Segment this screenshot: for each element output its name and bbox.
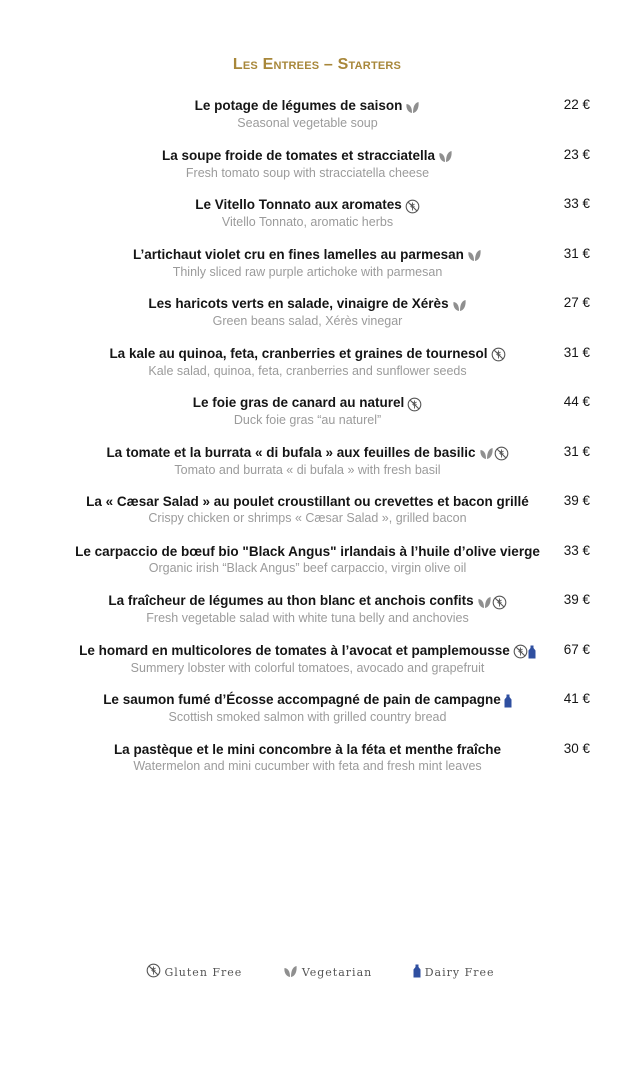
dish-description <box>70 344 545 379</box>
dish-name <box>70 146 545 166</box>
legend-dairy-free-label: Dairy Free <box>424 966 495 979</box>
dish-translation: Summery lobster with colorful tomatoes, avocado and grapefruit <box>130 660 485 675</box>
dish-translation: Seasonal vegetable soup <box>237 116 378 130</box>
dish-name-text: Les haricots verts en salade, vinaigre de Xérès <box>148 296 449 311</box>
dairy-free-icon <box>413 964 421 978</box>
dish-price: 33 € <box>563 542 590 558</box>
menu-item <box>0 641 640 691</box>
dish-description <box>70 294 545 329</box>
menu-item <box>0 542 640 592</box>
menu-item <box>0 690 640 740</box>
gluten-free-icon <box>491 347 506 362</box>
menu-item <box>0 492 640 542</box>
dish-description <box>70 96 545 131</box>
dish-translation: Organic irish “Black Angus” beef carpaccio, virgin olive oil <box>148 560 467 575</box>
dish-name <box>70 443 545 463</box>
dish-name-text: Le homard en multicolores de tomates à l’avocat et pamplemousse <box>79 642 510 658</box>
dish-name <box>70 740 545 759</box>
dish-name-text: La tomate et la burrata « di bufala » aux feuilles de basilic <box>106 444 476 460</box>
menu-item <box>0 96 640 146</box>
dish-description <box>70 393 545 428</box>
dish-price: 22 € <box>563 97 590 112</box>
dish-translation: Duck foie gras “au naturel” <box>233 413 382 427</box>
dish-icons <box>513 642 536 661</box>
menu-list <box>0 96 640 789</box>
dish-icons <box>477 592 507 611</box>
menu-item <box>0 591 640 641</box>
dish-description <box>70 492 545 526</box>
dish-translation: Kale salad, quinoa, feta, cranberries and sunflower seeds <box>148 363 467 378</box>
allergen-legend <box>0 963 640 979</box>
menu-item <box>0 294 640 344</box>
dish-price: 30 € <box>563 740 590 756</box>
dish-name <box>70 245 545 265</box>
dish-name <box>70 492 545 511</box>
dish-price: 31 € <box>563 344 590 360</box>
dish-description <box>70 740 545 774</box>
dish-description <box>70 443 545 478</box>
dish-name <box>70 690 545 710</box>
menu-item <box>0 146 640 196</box>
dish-name <box>70 344 545 364</box>
dish-description <box>70 690 545 725</box>
legend-vegetarian-label: Vegetarian <box>301 966 373 979</box>
legend-vegetarian <box>283 965 372 979</box>
dish-translation: Thinly sliced raw purple artichoke with parmesan <box>172 264 443 279</box>
vegetarian-icon <box>467 249 482 262</box>
gluten-free-icon <box>492 595 507 610</box>
dish-icons <box>479 444 509 463</box>
dish-price: 39 € <box>563 493 590 508</box>
section-title: Les Entrees – Starters <box>232 56 402 73</box>
dish-name-text: Le potage de légumes de saison <box>194 98 403 113</box>
dish-name-text: La pastèque et le mini concombre à la féta et menthe fraîche <box>113 741 502 757</box>
dish-description <box>70 195 545 230</box>
dish-name-text: La soupe froide de tomates et stracciatella <box>161 147 436 163</box>
menu-item <box>0 443 640 493</box>
dish-icons <box>491 345 506 364</box>
dish-name <box>70 542 545 561</box>
dish-name <box>70 294 545 314</box>
dish-name <box>70 195 545 215</box>
dish-price: 27 € <box>563 295 590 310</box>
dairy-free-icon <box>504 694 512 708</box>
dish-name <box>70 96 545 116</box>
dish-icons <box>438 147 453 166</box>
dish-price: 23 € <box>563 146 590 162</box>
gluten-free-icon <box>494 446 509 461</box>
dish-translation: Vitello Tonnato, aromatic herbs <box>221 215 394 229</box>
dish-icons <box>407 394 422 413</box>
legend-gluten-free-label: Gluten Free <box>164 966 243 979</box>
dish-name-text: L’artichaut violet cru en fines lamelles au parmesan <box>133 246 464 262</box>
dish-description <box>70 146 545 181</box>
dish-icons <box>467 246 482 265</box>
dish-translation: Fresh vegetable salad with white tuna belly and anchovies <box>146 611 469 625</box>
dish-translation: Tomato and burrata « di bufala » with fresh basil <box>174 462 441 477</box>
dish-name <box>70 393 545 413</box>
menu-item <box>0 393 640 443</box>
dish-price: 33 € <box>563 196 590 211</box>
dish-description <box>70 542 545 576</box>
dish-translation: Scottish smoked salmon with grilled country bread <box>168 710 447 724</box>
vegetarian-icon <box>438 150 453 163</box>
vegetarian-icon <box>479 447 494 460</box>
dish-icons <box>405 97 420 116</box>
gluten-free-icon <box>513 644 528 659</box>
menu-item <box>0 740 640 790</box>
dish-name-text: La kale au quinoa, feta, cranberries et graines de tournesol <box>109 345 488 361</box>
gluten-free-icon <box>146 963 161 978</box>
dairy-free-icon <box>528 645 536 659</box>
dish-name-text: Le foie gras de canard au naturel <box>192 395 405 410</box>
dish-name <box>70 591 545 611</box>
dish-name-text: Le saumon fumé d’Écosse accompagné de pain de campagne <box>103 692 501 707</box>
menu-item <box>0 195 640 245</box>
dish-description <box>70 591 545 626</box>
menu-item <box>0 245 640 295</box>
dish-name-text: Le Vitello Tonnato aux aromates <box>195 197 402 212</box>
legend-dairy-free <box>413 964 495 979</box>
dish-name-text: La « Cæsar Salad » au poulet croustillant ou crevettes et bacon grillé <box>86 494 529 509</box>
vegetarian-icon <box>405 101 420 114</box>
vegetarian-icon <box>452 299 467 312</box>
dish-price: 31 € <box>563 443 590 459</box>
dish-translation: Watermelon and mini cucumber with feta and fresh mint leaves <box>133 758 482 773</box>
legend-gluten-free <box>146 963 243 979</box>
dish-price: 44 € <box>563 394 590 409</box>
dish-icons <box>452 295 467 314</box>
dish-description <box>70 245 545 280</box>
dish-icons <box>405 196 420 215</box>
gluten-free-icon <box>407 397 422 412</box>
vegetarian-icon <box>477 596 492 609</box>
dish-name <box>70 641 545 661</box>
dish-translation: Fresh tomato soup with stracciatella cheese <box>185 165 430 180</box>
dish-translation: Crispy chicken or shrimps « Cæsar Salad », grilled bacon <box>148 511 467 525</box>
vegetarian-icon <box>283 965 298 978</box>
gluten-free-icon <box>405 199 420 214</box>
menu-item <box>0 344 640 394</box>
dish-price: 39 € <box>563 592 590 607</box>
dish-translation: Green beans salad, Xérès vinegar <box>212 314 403 328</box>
dish-price: 31 € <box>563 245 590 261</box>
dish-icons <box>504 691 512 710</box>
dish-name-text: La fraîcheur de légumes au thon blanc et anchois confits <box>108 593 474 608</box>
dish-price: 67 € <box>563 641 590 657</box>
dish-description <box>70 641 545 676</box>
dish-price: 41 € <box>563 691 590 706</box>
dish-name-text: Le carpaccio de bœuf bio "Black Angus" irlandais à l’huile d’olive vierge <box>75 543 540 559</box>
